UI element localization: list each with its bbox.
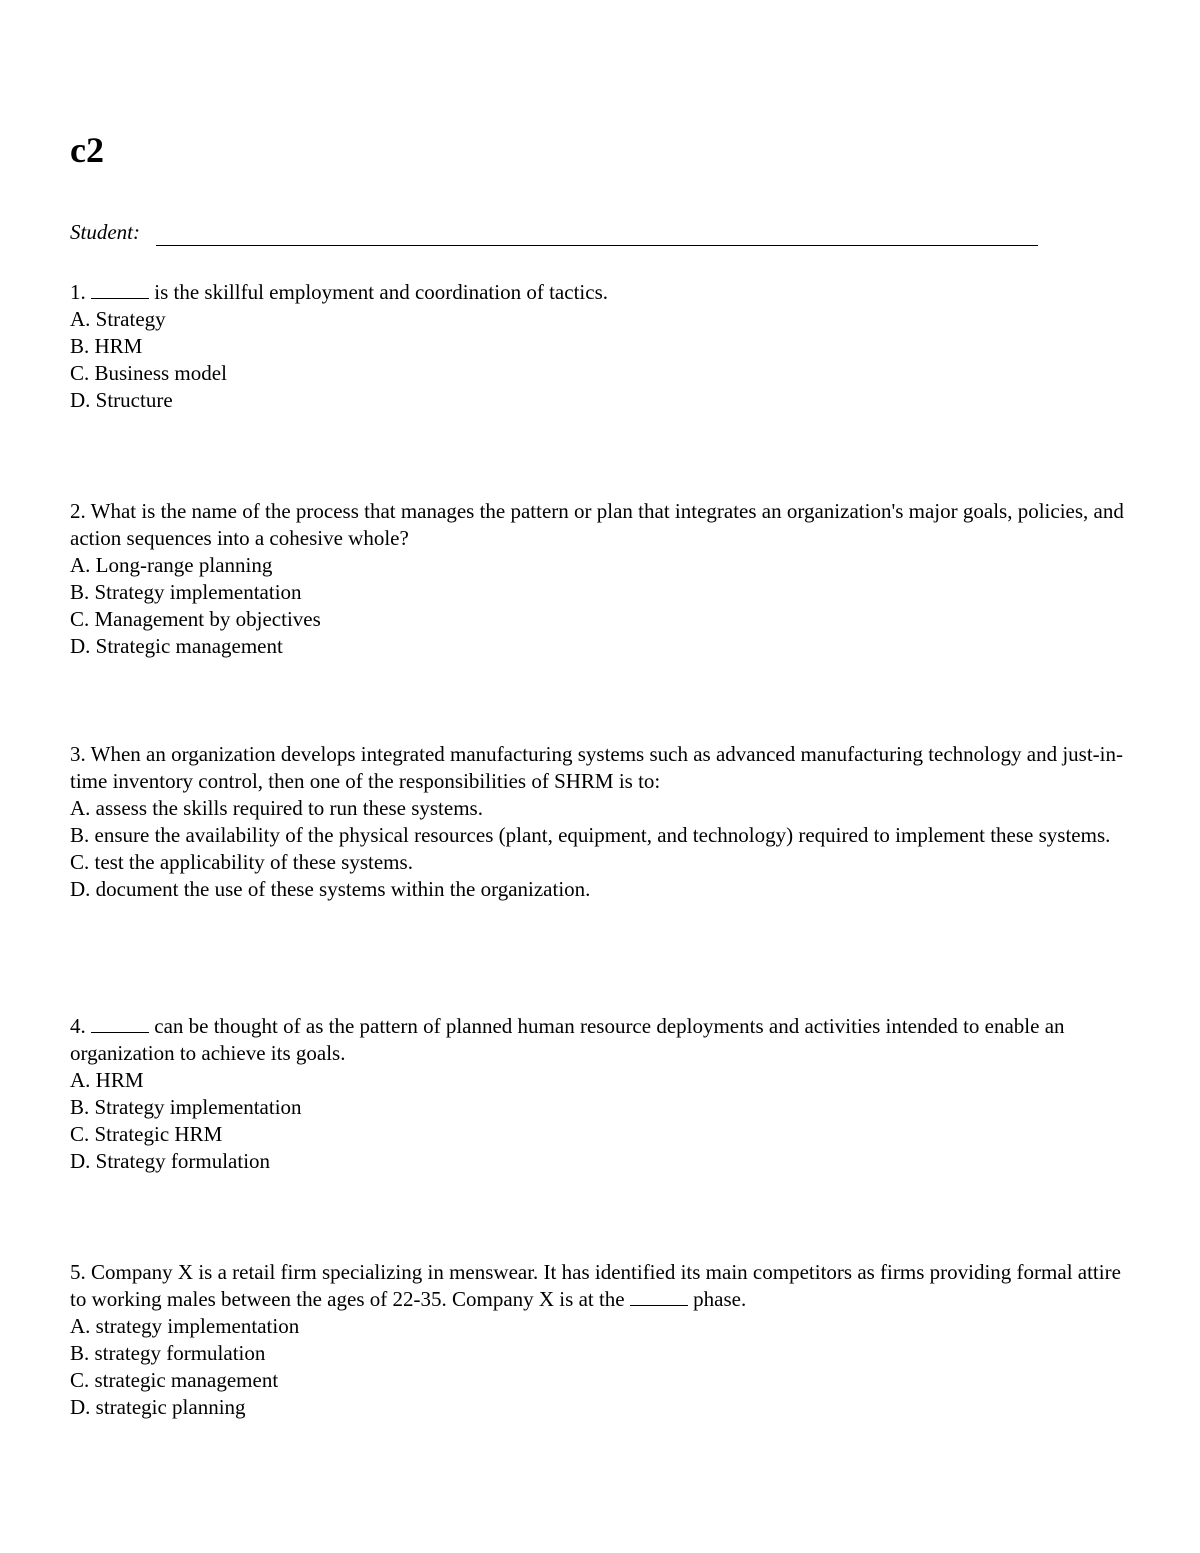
question-text (70, 279, 1135, 306)
question-text-before: Company X is a retail firm specializing in menswear. It has identified its main competitors as firms providing formal attire to working males between the ages of 22-35. Company X is at the (70, 1260, 1121, 1311)
option-c: C. test the applicability of these systems. (70, 850, 413, 874)
option-d: D. Strategy formulation (70, 1149, 271, 1173)
question-2 (70, 498, 1135, 660)
question-5 (70, 1259, 1135, 1421)
option-b: B. HRM (70, 334, 143, 358)
option-a: A. assess the skills required to run these systems. (70, 796, 483, 820)
option-d: D. Strategic management (70, 634, 283, 658)
page-title: c2 (70, 130, 104, 170)
option-c: C. strategic management (70, 1368, 279, 1392)
question-4 (70, 1013, 1135, 1175)
option-c: C. Strategic HRM (70, 1122, 223, 1146)
question-text (70, 741, 1135, 795)
question-text-before: When an organization develops integrated manufacturing systems such as advanced manufacturing technology and just-in-time inventory control, then one of the responsibilities of SHRM is to: (70, 742, 1123, 793)
student-label: Student: (70, 220, 140, 244)
student-field (70, 220, 1040, 250)
option-a: A. HRM (70, 1068, 144, 1092)
question-text (70, 1013, 1135, 1067)
question-text (70, 1259, 1135, 1313)
question-1 (70, 279, 1135, 414)
question-text (70, 498, 1135, 552)
answer-blank (91, 1014, 149, 1033)
option-a: A. strategy implementation (70, 1314, 300, 1338)
option-d: D. Structure (70, 388, 173, 412)
question-3 (70, 741, 1135, 903)
answer-blank (91, 280, 149, 299)
question-number: 5. (70, 1260, 86, 1284)
option-c: C. Management by objectives (70, 607, 321, 631)
student-name-line (156, 245, 1038, 246)
question-text-after: phase. (687, 1287, 747, 1311)
option-b: B. Strategy implementation (70, 1095, 302, 1119)
option-c: C. Business model (70, 361, 227, 385)
option-a: A. Long-range planning (70, 553, 273, 577)
question-text-after: can be thought of as the pattern of planned human resource deployments and activities intended to enable an organization to achieve its goals. (70, 1014, 1065, 1065)
question-number: 3. (70, 742, 86, 766)
option-b: B. ensure the availability of the physical resources (plant, equipment, and technology) required to implement these systems. (70, 823, 1111, 847)
option-b: B. strategy formulation (70, 1341, 266, 1365)
option-b: B. Strategy implementation (70, 580, 302, 604)
question-number: 2. (70, 499, 86, 523)
option-d: D. strategic planning (70, 1395, 246, 1419)
option-d: D. document the use of these systems within the organization. (70, 877, 591, 901)
option-a: A. Strategy (70, 307, 166, 331)
answer-blank (630, 1287, 688, 1306)
question-text-after: is the skillful employment and coordination of tactics. (149, 280, 608, 304)
question-text-before: What is the name of the process that manages the pattern or plan that integrates an organization's major goals, policies, and action sequences into a cohesive whole? (70, 499, 1124, 550)
question-number: 1. (70, 280, 86, 304)
question-number: 4. (70, 1014, 86, 1038)
